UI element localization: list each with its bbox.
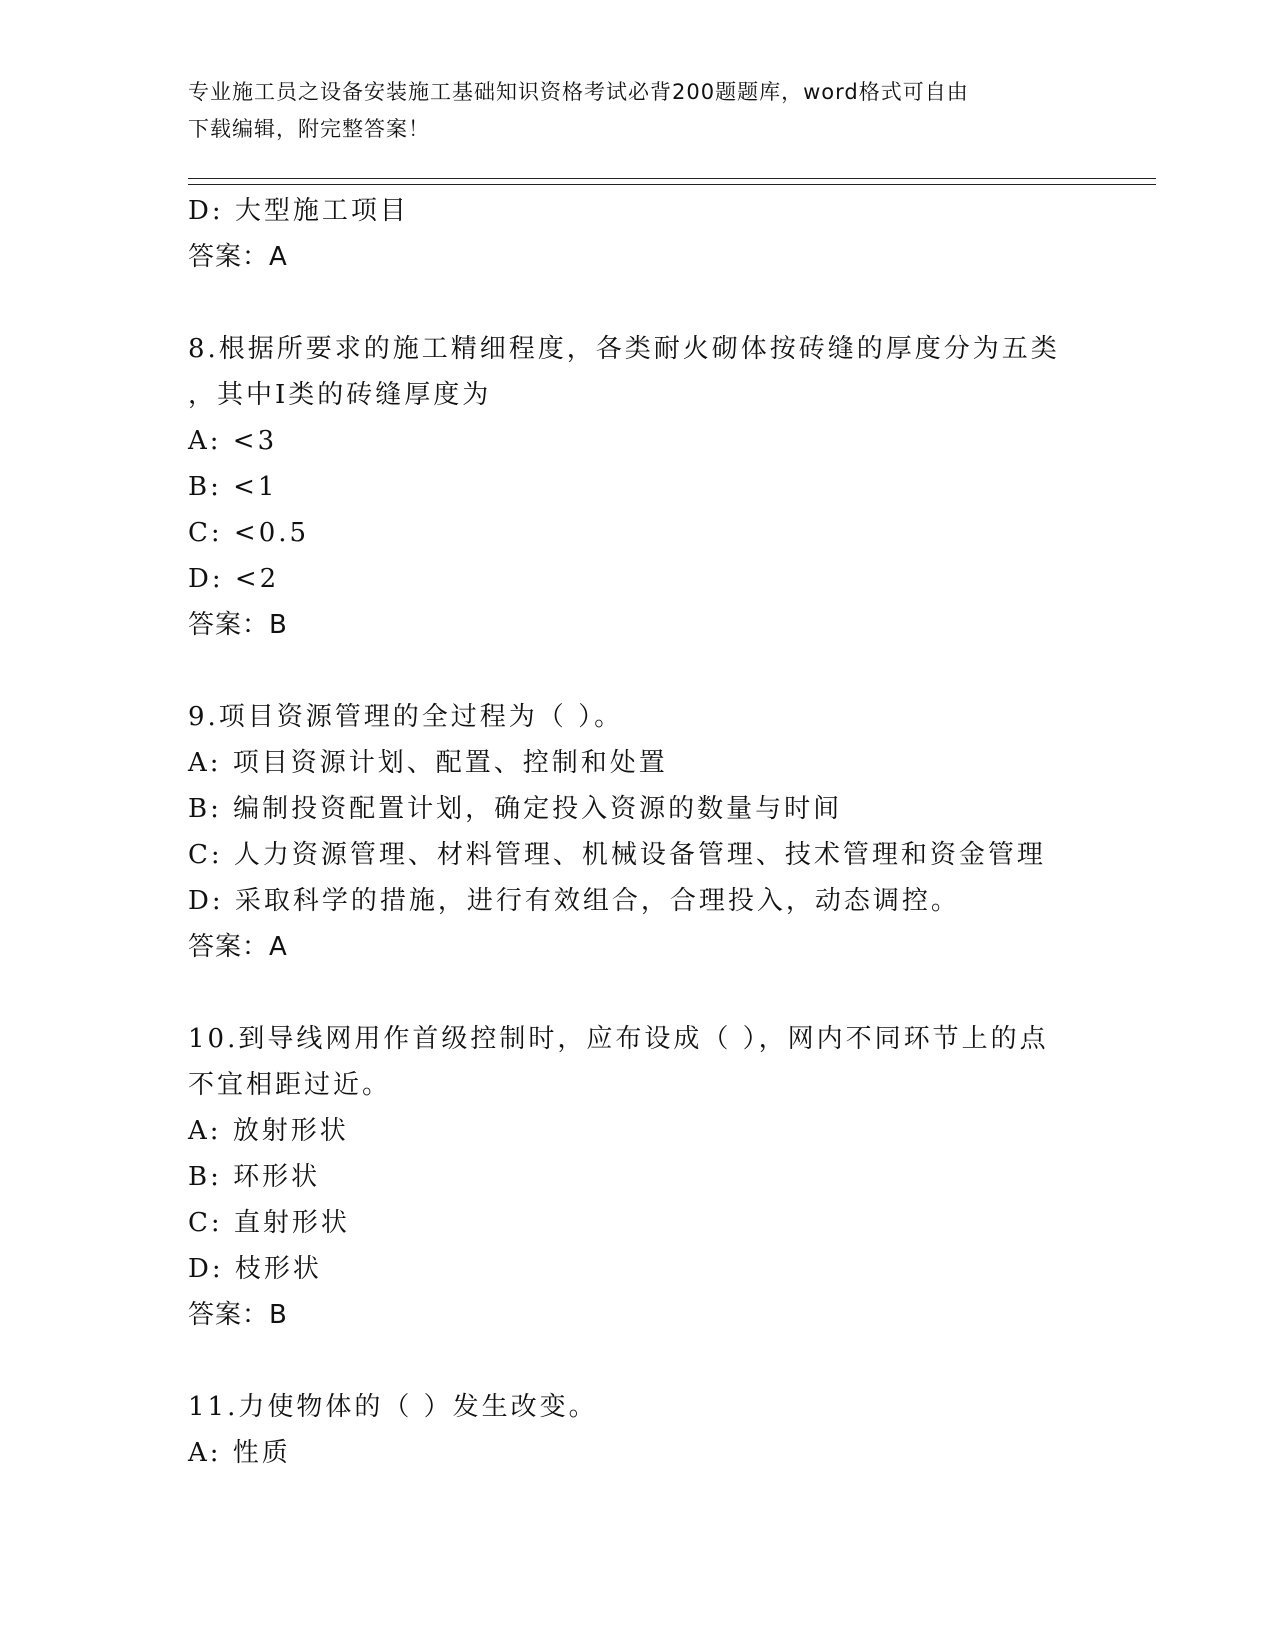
option-b: B: <1 <box>188 472 278 502</box>
question-8 <box>188 326 1088 648</box>
option-b: B: 环形状 <box>188 1162 321 1192</box>
option-a: A: 性质 <box>188 1438 291 1468</box>
option-c: C: 直射形状 <box>188 1208 350 1238</box>
answer: 答案：B <box>188 610 288 640</box>
option-d: D: <2 <box>188 564 280 594</box>
question-stem-continued: 不宜相距过近。 <box>188 1070 392 1100</box>
spacer <box>188 970 1088 1016</box>
question-9 <box>188 694 1088 970</box>
header-divider-bottom <box>188 184 1156 185</box>
question-stem: 8.根据所要求的施工精细程度，各类耐火砌体按砖缝的厚度分为五类 <box>188 334 1060 364</box>
question-stem: 11.力使物体的（ ）发生改变。 <box>188 1392 598 1422</box>
answer: 答案：A <box>188 932 288 962</box>
spacer <box>188 1338 1088 1384</box>
option-c: C: <0.5 <box>188 518 310 548</box>
header-divider-top <box>188 178 1156 179</box>
question-stem: 10.到导线网用作首级控制时，应布设成（ ），网内不同环节上的点 <box>188 1024 1049 1054</box>
option-a: A: 项目资源计划、配置、控制和处置 <box>188 748 668 778</box>
answer: 答案：B <box>188 1300 288 1330</box>
option-d: D: 大型施工项目 <box>188 196 409 226</box>
question-11 <box>188 1384 1088 1476</box>
question-stem: 9.项目资源管理的全过程为（ ）。 <box>188 702 624 732</box>
option-d: D: 采取科学的措施，进行有效组合，合理投入，动态调控。 <box>188 886 960 916</box>
answer: 答案：A <box>188 242 288 272</box>
option-c: C: 人力资源管理、材料管理、机械设备管理、技术管理和资金管理 <box>188 840 1046 870</box>
spacer <box>188 648 1088 694</box>
option-d: D: 枝形状 <box>188 1254 322 1284</box>
header-line-2: 下载编辑，附完整答案！ <box>188 117 430 141</box>
question-7-tail <box>188 188 1088 280</box>
question-10 <box>188 1016 1088 1338</box>
header-line-1: 专业施工员之设备安装施工基础知识资格考试必背200题题库，word格式可自由 <box>188 80 969 104</box>
question-stem-continued: ，其中Ⅰ类的砖缝厚度为 <box>188 380 492 410</box>
option-b: B: 编制投资配置计划，确定投入资源的数量与时间 <box>188 794 843 824</box>
option-a: A: 放射形状 <box>188 1116 349 1146</box>
document-header <box>188 74 1088 148</box>
option-a: A: <3 <box>188 426 278 456</box>
question-list <box>188 188 1088 1476</box>
spacer <box>188 280 1088 326</box>
